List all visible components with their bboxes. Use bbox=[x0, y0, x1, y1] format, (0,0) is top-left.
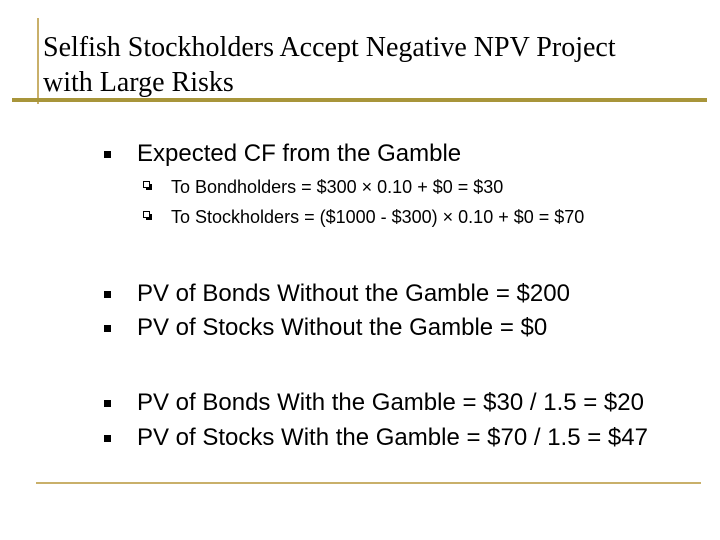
square-bullet-icon bbox=[104, 400, 111, 407]
slide-title-line-1: Selfish Stockholders Accept Negative NPV Project bbox=[43, 32, 616, 63]
slide-title-line-2: with Large Risks bbox=[43, 67, 234, 98]
bullet-pv-bonds-with: PV of Bonds With the Gamble = $30 / 1.5 = $20 bbox=[137, 389, 644, 416]
bullet-pv-stocks-with: PV of Stocks With the Gamble = $70 / 1.5 = $47 bbox=[137, 424, 648, 451]
bullet-pv-bonds-without: PV of Bonds Without the Gamble = $200 bbox=[137, 280, 570, 307]
open-square-bullet-icon bbox=[143, 181, 150, 188]
bullet-pv-stocks-without: PV of Stocks Without the Gamble = $0 bbox=[137, 314, 548, 341]
square-bullet-icon bbox=[104, 325, 111, 332]
sub-bullet-bondholders: To Bondholders = $300 × 0.10 + $0 = $30 bbox=[171, 177, 504, 197]
sub-bullet-stockholders: To Stockholders = ($1000 - $300) × 0.10 + $0 = $70 bbox=[171, 207, 585, 227]
slide-title bbox=[43, 30, 703, 100]
square-bullet-icon bbox=[104, 435, 111, 442]
bullet-expected-cf: Expected CF from the Gamble bbox=[137, 140, 462, 167]
open-square-bullet-icon bbox=[143, 211, 150, 218]
square-bullet-icon bbox=[104, 291, 111, 298]
title-vertical-rule bbox=[37, 18, 39, 104]
footer-rule bbox=[36, 482, 701, 484]
square-bullet-icon bbox=[104, 151, 111, 158]
